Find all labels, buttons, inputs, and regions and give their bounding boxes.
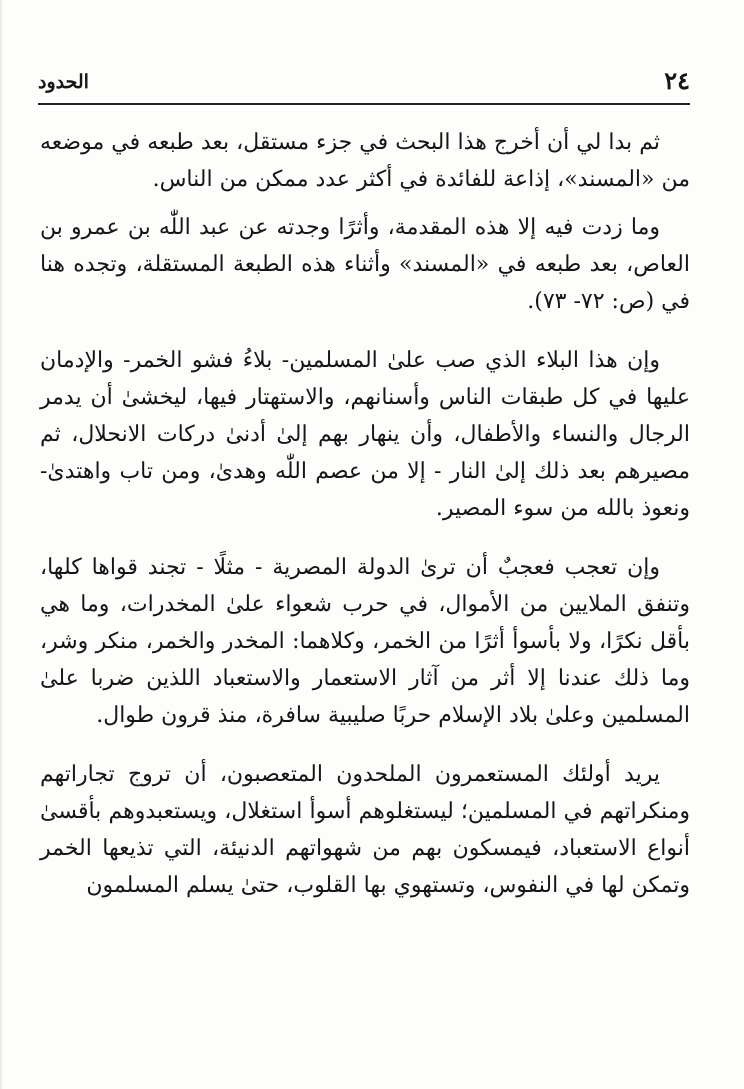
paragraph-3: وإن هذا البلاء الذي صب علىٰ المسلمين- بلاءُ فشو الخمر- والإدمان عليها في كل طبقات الناس وأسنانهم، والاستهتار فيها، ليخشىٰ أن يدمر الرجال والنساء والأطفال، وأن ينهار بهم إلىٰ أدنىٰ دركات الانحلال، ثم مصيرهم بعد ذلك إلىٰ النار - إلا من عصم اللّٰه وهدىٰ، ومن تاب واهتدىٰ- ونعوذ بالله من سوء المصير.: [40, 348, 690, 521]
page-header: [38, 66, 690, 100]
paragraph-1: ثم بدا لي أن أخرج هذا البحث في جزء مستقل، بعد طبعه في موضعه من «المسند»، إذاعة للفائدة في أكثر عدد ممكن من الناس.: [40, 130, 690, 192]
paragraph-2: وما زدت فيه إلا هذه المقدمة، وأثرًا وجدته عن عبد اللّٰه بن عمرو بن العاص، بعد طبعه في «المسند» وأثناء هذه الطبعة المستقلة، وتجده هنا في (ص: ٧٢- ٧٣).: [40, 215, 690, 314]
paragraph-4: وإن تعجب فعجبٌ أن ترىٰ الدولة المصرية - مثلًا - تجند قواها كلها، وتنفق الملايين من الأموال، في حرب شعواء علىٰ المخدرات، وما هي بأقل نكرًا، ولا بأسوأ أثرًا من الخمر، وكلاهما: المخدر والخمر، منكر وشر، وما ذلك عندنا إلا أثر من آثار الاستعمار والاستعباد اللذين ضربا علىٰ المسلمين وعلىٰ بلاد الإسلام حربًا صليبية سافرة، منذ قرون طوال.: [40, 555, 690, 728]
paragraph-5: يريد أولئك المستعمرون الملحدون المتعصبون، أن تروج تجاراتهم ومنكراتهم في المسلمين؛ ليستغلوهم أسوأ استغلال، ويستعبدوهم بأقسىٰ أنواع الاستعباد، فيمسكون بهم من شهواتهم الدنيئة، التي تذيعها الخمر وتمكن لها في النفوس، وتستهوي بها القلوب، حتىٰ يسلم المسلمون: [40, 762, 690, 898]
body-text: [40, 124, 690, 915]
running-title: الحدود: [38, 71, 89, 93]
page-edge-shadow: [0, 0, 3, 1089]
page-number: ٢٤: [664, 66, 690, 95]
header-rule: [38, 103, 690, 105]
